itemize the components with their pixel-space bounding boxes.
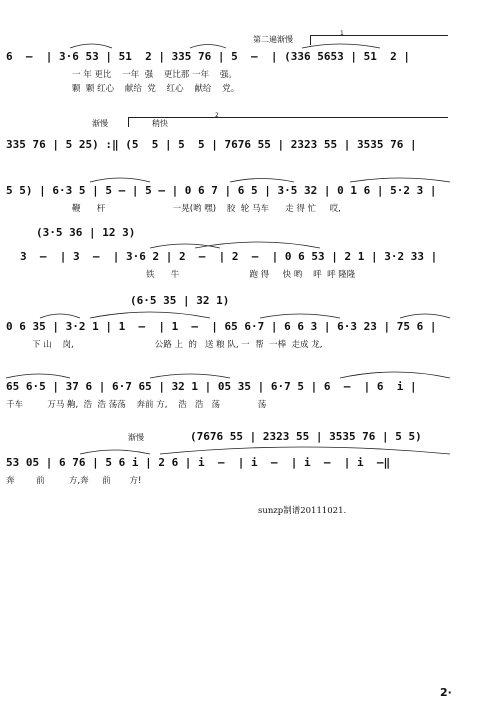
lyrics-row-7: 奔 前 方,奔 前 方! (6, 476, 142, 486)
lyrics-row-6: 千车 万马 齁, 浩 浩 荡荡 奔前 方, 浩 浩 荡 荡 (6, 400, 267, 410)
slur (260, 314, 340, 318)
slur (90, 178, 150, 182)
slur (400, 314, 450, 318)
score-row-1: 6 – | 3·6 53 | 51 2 | 335 76 | 5 – | (336 5653 | 51 2 | (6, 50, 410, 63)
score-row-2: 335 76 | 5 25) :‖ (5 5 | 5 5 | 7676 55 | 2323 55 | 3535 76 | (6, 138, 417, 151)
tempo-jian-man-2: 渐慢 (128, 433, 144, 442)
lyrics-row-5: 下 山 岗, 公路 上 的 送 粮 队, 一 帮 一棒 走成 龙, (32, 340, 323, 350)
tempo-jian-man: 渐慢 (92, 119, 108, 128)
slur (80, 450, 150, 454)
slur (150, 244, 220, 248)
lyrics-row-1b: 颗 颗 红心 献给 党 红心 献给 党。 (72, 84, 240, 94)
volta-tick-2 (128, 117, 129, 127)
slur (190, 45, 226, 49)
slur (230, 179, 294, 183)
slur (340, 372, 450, 378)
slur (160, 447, 450, 454)
score-row-7: 53 05 | 6 76 | 5 6 i | 2 6 | i – | i – | i – | i –‖ (6, 456, 391, 469)
slur (40, 314, 80, 318)
slur (90, 312, 210, 318)
transcriber-credit: sunzp制谱20111021. (258, 506, 347, 516)
slur (350, 178, 450, 182)
slur (302, 44, 380, 48)
slur (6, 374, 70, 378)
tempo-shao-kuai: 稍快 (152, 119, 168, 128)
score-row-6: 65 6·5 | 37 6 | 6·7 65 | 32 1 | 05 35 | 6·7 5 | 6 – | 6 i | (6, 380, 417, 393)
second-pass-mark: 第二遍渐慢 (253, 35, 293, 44)
volta-tick-1 (310, 35, 311, 45)
score-row-4: 3 – | 3 – | 3·6 2 | 2 – | 2 – | 0 6 53 | 2 1 | 3·2 33 | (20, 250, 438, 263)
slur (70, 44, 112, 48)
volta-line-1 (310, 35, 448, 36)
score-row-7-top: (7676 55 | 2323 55 | 3535 76 | 5 5) (190, 430, 422, 443)
score-row-3: 5 5) | 6·3 5 | 5 – | 5 – | 0 6 7 | 6 5 | 3·5 32 | 0 1 6 | 5·2 3 | (6, 184, 437, 197)
slur (150, 374, 230, 378)
volta-number-2: 2 (215, 112, 219, 119)
score-row-5-top: (6·5 35 | 32 1) (130, 294, 230, 307)
volta-line-2 (128, 117, 448, 118)
volta-number-1: 1 (340, 30, 344, 37)
score-row-4-top: (3·5 36 | 12 3) (36, 226, 136, 239)
slur (195, 242, 320, 248)
lyrics-row-4: 铁 牛 跑 得 快 哟 呼 呼 隆隆 (146, 270, 356, 280)
page-number: 2· (440, 686, 452, 699)
lyrics-row-1a: 一 年 更比 一年 强 更比那 一年 强。 (72, 70, 237, 80)
score-row-5: 0 6 35 | 3·2 1 | 1 – | 1 – | 65 6·7 | 6 6 3 | 6·3 23 | 75 6 | (6, 320, 437, 333)
lyrics-row-3: 鞭 杆 一晃(哟 嘿) 胶 轮 马车 走 得 忙 哎, (72, 204, 341, 214)
